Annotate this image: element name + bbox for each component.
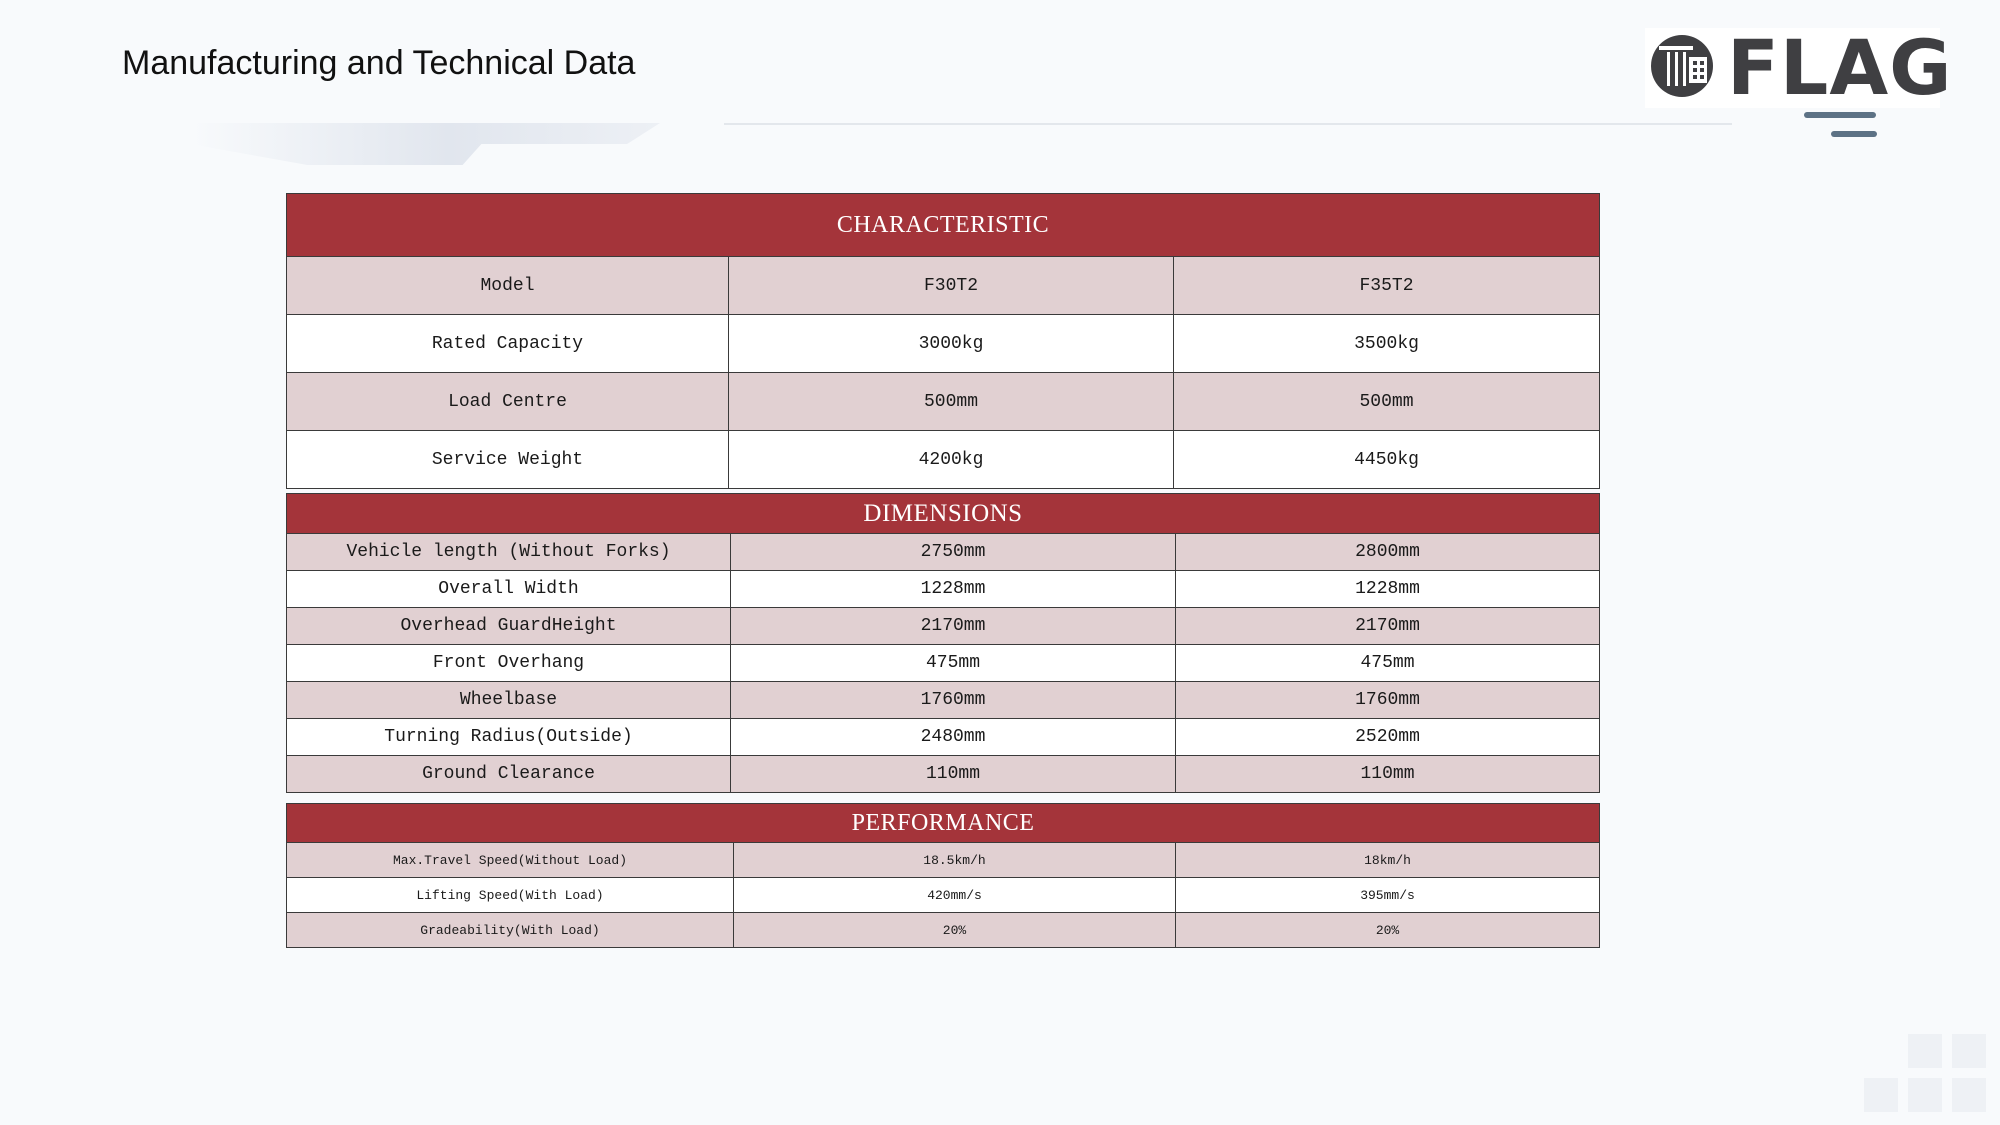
table-row — [287, 534, 1600, 571]
spec-value-f30t2: 2170mm — [731, 608, 1176, 645]
spec-value-f30t2: 20% — [734, 913, 1176, 948]
spec-value-f30t2: 18.5km/h — [734, 843, 1176, 878]
corner-square-decoration — [1862, 1034, 1992, 1114]
spec-value-f35t2: 20% — [1176, 913, 1600, 948]
spec-value-f30t2: F30T2 — [729, 257, 1174, 315]
spec-value-f35t2: 3500kg — [1174, 315, 1600, 373]
flag-logo — [1645, 23, 1953, 112]
spec-value-f30t2: 1760mm — [731, 682, 1176, 719]
spec-value-f30t2: 475mm — [731, 645, 1176, 682]
spec-value-f35t2: 1760mm — [1176, 682, 1600, 719]
spec-label: Rated Capacity — [287, 315, 729, 373]
table-row — [287, 373, 1600, 431]
spec-label: Load Centre — [287, 373, 729, 431]
spec-value-f30t2: 2750mm — [731, 534, 1176, 571]
table-row — [287, 571, 1600, 608]
spec-label: Max.Travel Speed(Without Load) — [287, 843, 734, 878]
spec-value-f30t2: 420mm/s — [734, 878, 1176, 913]
table-row — [287, 257, 1600, 315]
spec-label: Lifting Speed(With Load) — [287, 878, 734, 913]
table-row — [287, 315, 1600, 373]
table-row — [287, 682, 1600, 719]
spec-value-f35t2: 2520mm — [1176, 719, 1600, 756]
spec-label: Service Weight — [287, 431, 729, 489]
dimensions-table — [286, 493, 1600, 793]
spec-value-f35t2: 110mm — [1176, 756, 1600, 793]
logo-text: FLAG — [1727, 23, 1953, 112]
header-divider — [724, 123, 1732, 125]
flag-building-icon — [1649, 33, 1715, 104]
spec-value-f35t2: 395mm/s — [1176, 878, 1600, 913]
spec-label: Ground Clearance — [287, 756, 731, 793]
table-row — [287, 756, 1600, 793]
spec-value-f35t2: 1228mm — [1176, 571, 1600, 608]
spec-value-f35t2: 2170mm — [1176, 608, 1600, 645]
spec-value-f30t2: 2480mm — [731, 719, 1176, 756]
logo-underline-bar — [1804, 112, 1876, 118]
spec-label: Gradeability(With Load) — [287, 913, 734, 948]
spec-label: Front Overhang — [287, 645, 731, 682]
spec-value-f35t2: 18km/h — [1176, 843, 1600, 878]
spec-value-f30t2: 3000kg — [729, 315, 1174, 373]
spec-label: Wheelbase — [287, 682, 731, 719]
spec-label: Turning Radius(Outside) — [287, 719, 731, 756]
section-heading-characteristic: CHARACTERISTIC — [287, 194, 1600, 257]
spec-label: Model — [287, 257, 729, 315]
table-row — [287, 608, 1600, 645]
spec-value-f30t2: 1228mm — [731, 571, 1176, 608]
spec-value-f35t2: F35T2 — [1174, 257, 1600, 315]
table-row — [287, 719, 1600, 756]
spec-value-f35t2: 475mm — [1176, 645, 1600, 682]
table-row — [287, 645, 1600, 682]
spec-value-f35t2: 4450kg — [1174, 431, 1600, 489]
section-heading-dimensions: DIMENSIONS — [287, 494, 1600, 534]
spec-value-f30t2: 4200kg — [729, 431, 1174, 489]
performance-table — [286, 803, 1600, 948]
spec-value-f30t2: 500mm — [729, 373, 1174, 431]
characteristic-table — [286, 193, 1600, 489]
table-row — [287, 913, 1600, 948]
spec-value-f35t2: 2800mm — [1176, 534, 1600, 571]
spec-label: Vehicle length (Without Forks) — [287, 534, 731, 571]
spec-value-f35t2: 500mm — [1174, 373, 1600, 431]
table-row — [287, 843, 1600, 878]
logo-underline-bar-short — [1831, 131, 1877, 137]
table-row — [287, 878, 1600, 913]
table-row — [287, 431, 1600, 489]
spec-label: Overhead GuardHeight — [287, 608, 731, 645]
spec-value-f30t2: 110mm — [731, 756, 1176, 793]
page-title: Manufacturing and Technical Data — [122, 44, 636, 82]
section-heading-performance: PERFORMANCE — [287, 804, 1600, 843]
header-swoosh-decoration — [190, 123, 660, 165]
spec-label: Overall Width — [287, 571, 731, 608]
